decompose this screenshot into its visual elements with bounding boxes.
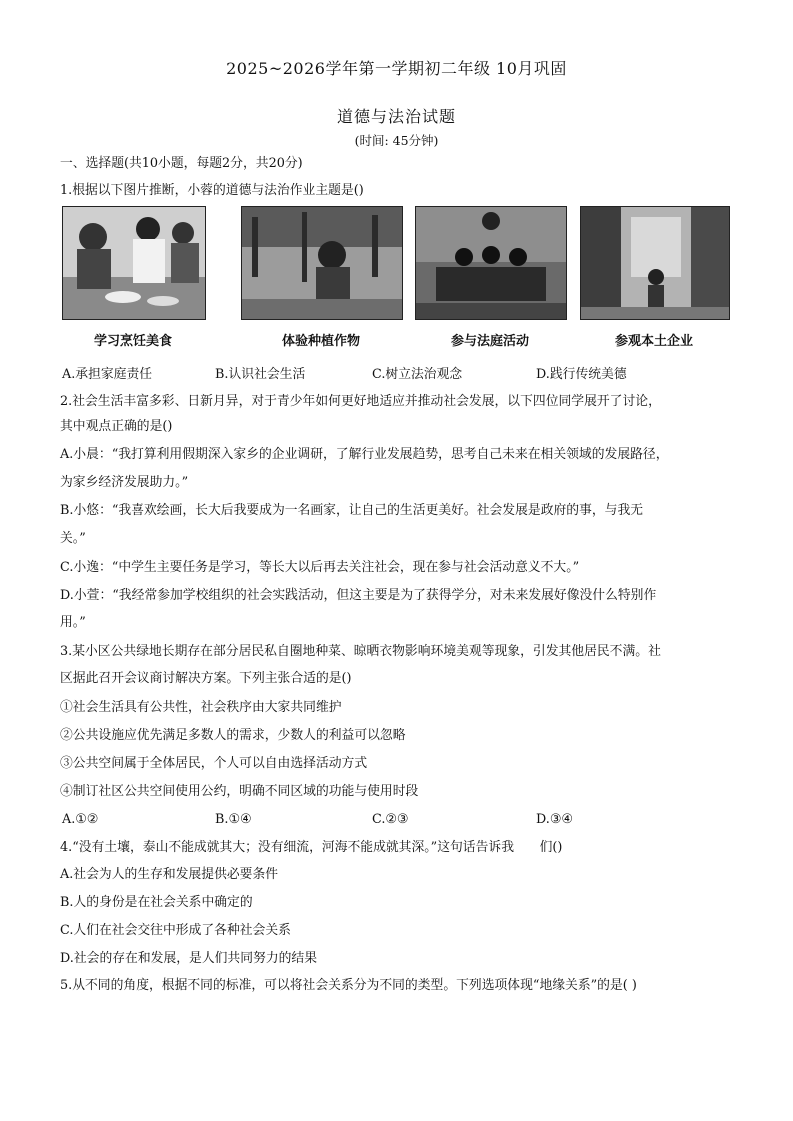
q3-statement-2: ②公共设施应优先满足多数人的需求，少数人的利益可以忽略 [60, 728, 406, 743]
q2-option-d-line2: 用。” [60, 615, 86, 630]
q3-statement-1: ①社会生活具有公共性，社会秩序由大家共同维护 [60, 700, 342, 715]
q3-option-b: B.①④ [215, 812, 252, 827]
q2-option-b-line2: 关。” [60, 531, 86, 546]
q4-stem: 4.“没有土壤，泰山不能成就其大；没有细流，河海不能成就其深。”这句话告诉我 们() [60, 840, 563, 855]
q1-option-c: C.树立法治观念 [372, 367, 463, 382]
exam-time: (时间: 45分钟) [354, 133, 439, 148]
q3-statement-4: ④制订社区公共空间使用公约，明确不同区域的功能与使用时段 [60, 784, 419, 799]
q2-option-a-line1: A.小晨：“我打算利用假期深入家乡的企业调研，了解行业发展趋势，思考自己未来在相关领域的发展路径， [60, 447, 669, 462]
q3-stem-line1: 3.某小区公共绿地长期存在部分居民私自圈地种菜、晾晒衣物影响环境美观等现象，引发其他居民不满。社 [60, 644, 661, 659]
q5-stem: 5.从不同的角度，根据不同的标准，可以将社会关系分为不同的类型。下列选项体现“地缘关系”的是( ) [60, 978, 637, 993]
q4-option-c: C.人们在社会交往中形成了各种社会关系 [60, 923, 291, 938]
q1-stem: 1.根据以下图片推断，小蓉的道德与法治作业主题是() [60, 183, 364, 198]
q2-option-a-line2: 为家乡经济发展助力。” [60, 475, 189, 490]
q1-option-d: D.践行传统美德 [536, 367, 627, 382]
q1-photo-strip [62, 206, 734, 352]
q4-option-d: D.社会的存在和发展，是人们共同努力的结果 [60, 951, 318, 966]
exam-title-line1: 2025~2026学年第一学期初二年级 10月巩固 [226, 59, 567, 78]
q3-statement-3: ③公共空间属于全体居民，个人可以自由选择活动方式 [60, 756, 368, 771]
photo-court [415, 206, 567, 320]
q2-option-d-line1: D.小萱：“我经常参加学校组织的社会实践活动，但这主要是为了获得学分，对未来发展好像没什么特别作 [60, 588, 657, 603]
q3-option-a: A.①② [62, 812, 99, 827]
caption-planting: 体验种植作物 [281, 334, 360, 349]
q2-option-b-line1: B.小悠：“我喜欢绘画，长大后我要成为一名画家，让自己的生活更美好。社会发展是政府的事，与我无 [60, 503, 644, 518]
exam-title-line2: 道德与法治试题 [336, 107, 456, 126]
q4-option-a: A.社会为人的生存和发展提供必要条件 [60, 867, 279, 882]
section-heading: 一、选择题(共10小题，每题2分，共20分) [60, 156, 303, 171]
caption-cooking: 学习烹饪美食 [93, 334, 172, 349]
q2-stem-line2: 其中观点正确的是() [60, 419, 173, 434]
q3-option-d: D.③④ [536, 812, 573, 827]
photo-enterprise [580, 206, 730, 320]
q3-option-c: C.②③ [372, 812, 409, 827]
photo-cooking [62, 206, 206, 320]
q2-option-c: C.小逸：“中学生主要任务是学习，等长大以后再去关注社会，现在参与社会活动意义不大。” [60, 560, 580, 575]
photo-planting [241, 206, 403, 320]
caption-court: 参与法庭活动 [450, 334, 529, 349]
q2-stem-line1: 2.社会生活丰富多彩、日新月异，对于青少年如何更好地适应并推动社会发展，以下四位同学展开了讨论， [60, 394, 661, 409]
q1-option-a: A.承担家庭责任 [62, 367, 153, 382]
q4-option-b: B.人的身份是在社会关系中确定的 [60, 895, 253, 910]
q3-stem-line2: 区据此召开会议商讨解决方案。下列主张合适的是() [60, 671, 352, 686]
caption-enterprise: 参观本土企业 [614, 334, 693, 349]
q1-option-b: B.认识社会生活 [215, 367, 306, 382]
